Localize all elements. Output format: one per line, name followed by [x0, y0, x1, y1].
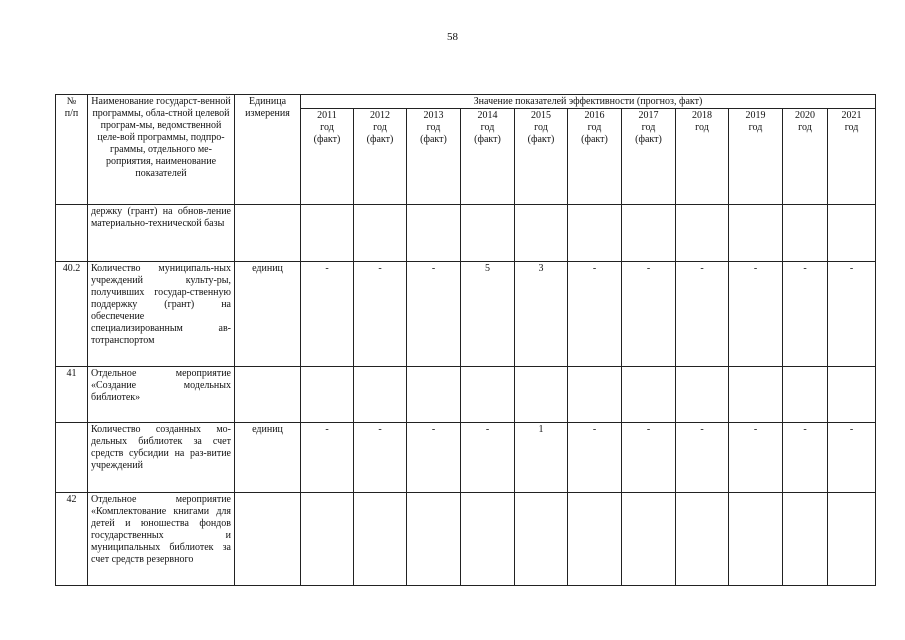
row-unit	[235, 367, 301, 423]
row-value-2017	[622, 205, 676, 262]
header-year-sub: год	[534, 122, 548, 133]
table-row	[56, 205, 876, 262]
row-value-2020	[783, 205, 828, 262]
header-year-year: 2016	[584, 110, 605, 121]
header-year-fact: (факт)	[420, 134, 447, 145]
row-value-2014	[461, 205, 515, 262]
header-year-year: 2015	[531, 110, 551, 121]
header-year-sub: год	[748, 122, 763, 133]
header-year-2016	[568, 109, 622, 205]
row-value-2018	[676, 493, 729, 586]
row-value-2020: -	[783, 262, 828, 367]
row-value-2019: -	[729, 423, 783, 493]
header-unit-label: Единица измерения	[245, 96, 290, 119]
row-value-2014	[461, 493, 515, 586]
header-year-fact: (факт)	[366, 134, 394, 145]
header-year-2011	[301, 109, 354, 205]
header-year-sub: год	[695, 122, 709, 133]
row-unit: единиц	[235, 423, 301, 493]
row-value-2020	[783, 367, 828, 423]
header-year-year: 2019	[745, 110, 766, 121]
row-number: 41	[56, 367, 88, 423]
header-year-year: 2013	[423, 110, 444, 121]
header-year-fact: (факт)	[313, 134, 341, 145]
row-number: 42	[56, 493, 88, 586]
header-year-year: 2014	[477, 110, 498, 121]
row-value-2017	[622, 493, 676, 586]
row-value-2020	[783, 493, 828, 586]
header-year-2014	[461, 109, 515, 205]
header-year-fact: (факт)	[635, 134, 662, 145]
row-value-2020: -	[783, 423, 828, 493]
values-title-label: Значение показателей эффективности (прогноз, факт)	[473, 96, 703, 107]
header-year-sub: год	[373, 122, 387, 133]
row-value-2011: -	[301, 423, 354, 493]
header-year-fact: (факт)	[474, 134, 501, 145]
row-name: Количество муниципаль-ных учреждений культу-ры, получивших государ-ственную поддержку (грант) на обеспечение специализированным ав-тотранспортом	[88, 262, 235, 367]
header-year-sub: год	[320, 122, 334, 133]
row-value-2018: -	[676, 423, 729, 493]
header-year-2013	[407, 109, 461, 205]
row-value-2014: 5	[461, 262, 515, 367]
header-unit	[235, 95, 301, 205]
row-value-2012	[354, 367, 407, 423]
header-year-sub: год	[480, 122, 495, 133]
row-value-2016	[568, 493, 622, 586]
row-value-2018	[676, 367, 729, 423]
header-year-2017	[622, 109, 676, 205]
row-value-2015	[515, 367, 568, 423]
row-value-2015: 3	[515, 262, 568, 367]
row-value-2011	[301, 493, 354, 586]
row-name: Отдельное мероприятие «Комплектование книгами для детей и юношества фондов государственных и муниципальных библиотек за счет средств резервного	[88, 493, 235, 586]
header-year-2020	[783, 109, 828, 205]
table-row	[56, 367, 876, 423]
row-value-2014	[461, 367, 515, 423]
row-value-2012: -	[354, 423, 407, 493]
row-value-2015: 1	[515, 423, 568, 493]
row-number	[56, 205, 88, 262]
header-year-2019	[729, 109, 783, 205]
header-year-year: 2021	[841, 110, 862, 121]
header-year-sub: год	[426, 122, 441, 133]
header-year-2015	[515, 109, 568, 205]
header-year-sub: год	[587, 122, 602, 133]
row-value-2019	[729, 493, 783, 586]
row-value-2021: -	[828, 262, 876, 367]
row-unit	[235, 205, 301, 262]
row-value-2012	[354, 205, 407, 262]
row-value-2013	[407, 493, 461, 586]
row-value-2017	[622, 367, 676, 423]
row-value-2019	[729, 205, 783, 262]
row-unit: единиц	[235, 262, 301, 367]
row-value-2012: -	[354, 262, 407, 367]
row-name: держку (грант) на обнов-ление материально-технической базы	[88, 205, 235, 262]
row-name: Количество созданных мо-дельных библиотек за счет средств субсидии на раз-витие учреждений	[88, 423, 235, 493]
header-num-label: № п/п	[64, 96, 79, 119]
row-value-2015	[515, 493, 568, 586]
row-value-2016	[568, 367, 622, 423]
page-number: 58	[447, 31, 458, 43]
header-year-year: 2011	[317, 110, 337, 121]
row-value-2016: -	[568, 423, 622, 493]
row-value-2011: -	[301, 262, 354, 367]
header-year-sub: год	[798, 122, 812, 133]
row-number	[56, 423, 88, 493]
row-value-2011	[301, 367, 354, 423]
header-year-fact: (факт)	[527, 134, 555, 145]
header-year-sub: год	[844, 122, 859, 133]
row-value-2013: -	[407, 423, 461, 493]
row-value-2021: -	[828, 423, 876, 493]
header-name	[88, 95, 235, 205]
header-name-label: Наименование государст-венной программы, обла-стной целевой програм-мы, ведомственной целе-вой программы, подпро-граммы, отдельного ме-роприятия, наименование показателей	[91, 96, 231, 179]
header-num	[56, 95, 88, 205]
table-row	[56, 423, 876, 493]
row-value-2021	[828, 205, 876, 262]
row-value-2019: -	[729, 262, 783, 367]
row-value-2014: -	[461, 423, 515, 493]
header-year-year: 2018	[692, 110, 712, 121]
indicators-table	[55, 94, 876, 586]
row-value-2019	[729, 367, 783, 423]
row-value-2013: -	[407, 262, 461, 367]
row-value-2016: -	[568, 262, 622, 367]
table-row	[56, 493, 876, 586]
header-values-title	[301, 95, 876, 109]
row-value-2015	[515, 205, 568, 262]
header-year-2018	[676, 109, 729, 205]
row-value-2018	[676, 205, 729, 262]
header-year-2021	[828, 109, 876, 205]
header-year-year: 2017	[638, 110, 659, 121]
row-value-2017: -	[622, 262, 676, 367]
row-value-2013	[407, 367, 461, 423]
row-value-2012	[354, 493, 407, 586]
row-unit	[235, 493, 301, 586]
header-year-year: 2020	[795, 110, 815, 121]
header-year-2012	[354, 109, 407, 205]
row-value-2013	[407, 205, 461, 262]
row-value-2011	[301, 205, 354, 262]
row-value-2021	[828, 493, 876, 586]
row-value-2017: -	[622, 423, 676, 493]
table-row	[56, 262, 876, 367]
row-value-2021	[828, 367, 876, 423]
row-value-2018: -	[676, 262, 729, 367]
header-year-fact: (факт)	[581, 134, 608, 145]
header-row-top	[56, 95, 876, 109]
row-number: 40.2	[56, 262, 88, 367]
header-year-year: 2012	[370, 110, 390, 121]
row-value-2016	[568, 205, 622, 262]
header-year-sub: год	[641, 122, 656, 133]
row-name: Отдельное мероприятие «Создание модельных библиотек»	[88, 367, 235, 423]
